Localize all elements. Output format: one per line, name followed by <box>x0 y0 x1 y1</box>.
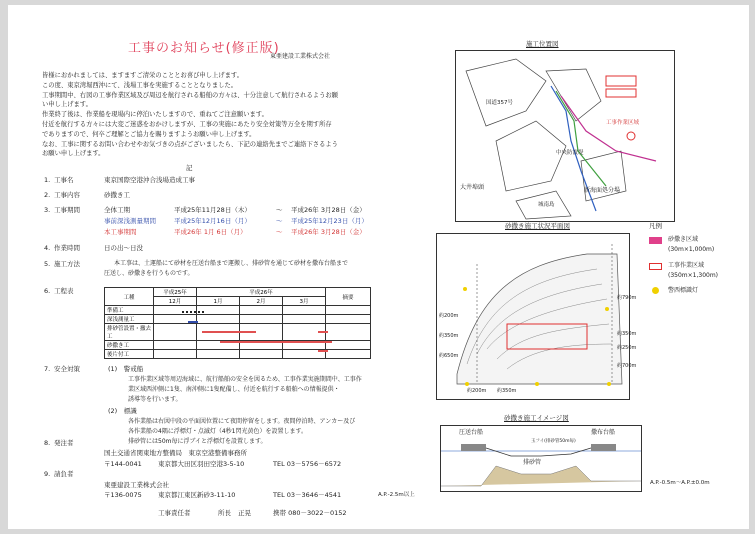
page-title: 工事のお知らせ(修正版) <box>128 41 280 56</box>
section-label: 安全対策 <box>54 365 80 373</box>
intro-text <box>42 71 380 159</box>
legend-sub: (30m×1,000m) <box>668 246 715 253</box>
safety-line: 業区域西沖側に1隻、南沖側に1隻配備し、付近を航行する船舶への情報提供・ <box>128 386 340 393</box>
map-label: 城南島 <box>538 202 555 208</box>
legend-marker-yellow <box>652 287 659 294</box>
schedule-month: 1月 <box>197 297 240 306</box>
ki-heading: 記 <box>186 164 193 172</box>
legend-label: 砂撒き区域 <box>668 236 699 243</box>
map-label: 新海面処分場 <box>584 187 621 194</box>
period-from: 平成25年12月16日（月） <box>174 217 251 225</box>
section-value: 日の出～日没 <box>104 244 143 252</box>
intro-line: 工事期間中、右図の工事作業区域及び周辺を航行される船舶の方々は、十分注意して航行されるようお願 <box>42 91 338 99</box>
period-from: 平成26年 1月 6日（月） <box>174 228 247 236</box>
manager-mobile: 携帯 080－3022－0152 <box>273 509 347 517</box>
schedule-bar <box>202 331 256 333</box>
schedule-row: 砂撒き工 <box>105 341 154 350</box>
section-value: 砂撒き工 <box>104 191 130 199</box>
manager-name: 正晃 <box>238 509 251 517</box>
location-map <box>455 50 675 222</box>
contractor-tel: TEL 03－3646－4541 <box>273 491 342 499</box>
plan-dimension: 約200m <box>467 388 487 394</box>
schedule-year: 平成25年 <box>154 288 197 297</box>
image-label: 玉フイ(排砂管50m毎) <box>531 439 576 444</box>
section-number: 8. <box>44 439 51 447</box>
location-map-drawing <box>456 51 674 221</box>
plan-dimension: 約200m <box>439 313 459 319</box>
contractor-address: 東京都江東区新砂3-11-10 <box>158 491 236 499</box>
section-number: 3. <box>44 206 51 214</box>
map-title: 施工位置図 <box>526 40 559 48</box>
period-name: 全体工期 <box>104 206 130 214</box>
legend-label: 警西標識灯 <box>668 287 699 294</box>
period-to: 平成26年 3月28日（金） <box>291 206 366 214</box>
schedule-table <box>104 287 371 359</box>
section-number: 9. <box>44 470 51 478</box>
section-label: 工事名 <box>54 176 74 184</box>
plan-dimension: 約350m <box>439 333 459 339</box>
schedule-header: 工種 <box>105 288 154 306</box>
image-label: 撒布台船 <box>591 429 616 436</box>
section-label: 工事内容 <box>54 191 80 199</box>
manager-label: 工事責任者 <box>158 509 191 517</box>
map-label: 中央防波堤 <box>556 150 584 156</box>
section-number: 1. <box>44 176 51 184</box>
schedule-bar <box>220 341 332 343</box>
legend-title: 凡例 <box>649 222 662 230</box>
schedule-bar <box>188 321 198 323</box>
period-to: 平成26年 3月28日（金） <box>291 228 366 236</box>
plan-dimension: 約350m <box>497 388 517 394</box>
legend-sub: (350m×1,300m) <box>668 272 719 279</box>
safety-line: 各作業船の4隅に浮標灯・点滅灯（4秒1閃光黄色）を設置します。 <box>128 428 307 435</box>
period-sep: ～ <box>276 217 283 225</box>
image-label: 排砂管 <box>523 459 542 466</box>
method-line: 本工事は、土運船にて砂材を圧送台船まで運搬し、排砂管を通じて砂材を撒布台船まで <box>114 260 349 267</box>
intro-line: 付近を航行する方々には大変ご迷惑をおかけしますが、工事の実施にあたり安全対策等万全を期す所存 <box>42 120 332 128</box>
section-label: 請負者 <box>54 470 74 478</box>
map-label: 大井埠頭 <box>460 184 485 191</box>
schedule-bar <box>318 331 328 333</box>
plan-dimension: 約650m <box>439 353 459 359</box>
intro-line: でありますので、何卒ご理解とご協力を賜りますようお願い申し上げます。 <box>42 130 256 138</box>
schedule-month: 2月 <box>240 297 283 306</box>
section-label: 発注者 <box>54 439 74 447</box>
image-label: 圧送台船 <box>459 429 484 436</box>
ap-label-left: A.P.-2.5m以上 <box>378 492 415 498</box>
legend-label: 工事作業区域 <box>668 262 705 269</box>
image-title: 砂撒き施工イメージ図 <box>504 414 569 422</box>
plan-view-drawing <box>437 234 629 399</box>
legend-swatch-red <box>649 263 662 270</box>
safety-line: 誘導等を行います。 <box>128 396 182 403</box>
safety-sub: (2) 標識 <box>108 407 137 415</box>
schedule-row: 準備工 <box>105 306 154 315</box>
map-label: 工事作業区域 <box>606 120 640 126</box>
schedule-row: 後片付工 <box>105 350 154 359</box>
orderer-org: 国土交通省関東地方整備局 東京空港整備事務所 <box>104 449 247 457</box>
ap-label-right: A.P.-0.5m～A.P.±0.0m <box>650 480 710 486</box>
plan-dimension: 約250m <box>617 345 637 351</box>
plan-dimension: 約790m <box>617 295 637 301</box>
period-from: 平成25年11月28日（木） <box>174 206 251 214</box>
section-number: 4. <box>44 244 51 252</box>
intro-line: 皆様におかれましては、ますますご清栄のこととお喜び申し上げます。 <box>42 72 243 79</box>
contractor-org: 東亜建設工業株式会社 <box>104 481 169 489</box>
contractor-zip: 〒136-0075 <box>104 491 142 499</box>
section-number: 2. <box>44 191 51 199</box>
period-sep: ～ <box>276 206 283 214</box>
notice-sheet <box>8 5 749 529</box>
section-value: 東京国際空港沖合浅場造成工事 <box>104 176 195 184</box>
period-sep: ～ <box>276 228 283 236</box>
intro-line: お願い申し上げます。 <box>42 150 105 158</box>
intro-line: この度、東京湾堀西沖にて、浅場工事を実施することとなりました。 <box>42 81 238 89</box>
section-number: 5. <box>44 260 51 268</box>
section-label: 工事期間 <box>54 206 80 214</box>
image-diagram <box>440 425 642 492</box>
intro-line: なお、工事に関するお問い合わせやお気づきの点がございましたら、下記の連絡先までご連絡下さるよう <box>42 140 338 148</box>
schedule-row: 排砂管設置・撤去工 <box>105 324 154 341</box>
period-to: 平成25年12月23日（月） <box>291 217 368 225</box>
manager-role: 所長 <box>218 509 231 517</box>
method-line: 圧送し、砂撒きを行うものです。 <box>104 270 194 277</box>
period-name: 本工事期間 <box>104 228 137 236</box>
section-label: 工程表 <box>54 287 74 295</box>
schedule-header: 摘要 <box>326 288 371 306</box>
plan-view <box>436 233 637 400</box>
section-number: 7. <box>44 365 51 373</box>
plan-dimension: 約350m <box>617 331 637 337</box>
schedule-year: 平成26年 <box>197 288 326 297</box>
schedule-month: 3月 <box>283 297 326 306</box>
map-label: 国道357号 <box>486 100 513 106</box>
safety-line: 各作業船は右図中段の平面図位置にて夜間停留をします。夜間停泊時、アンカー及び <box>128 418 356 425</box>
plan-title: 砂撒き施工状況平面図 <box>505 222 570 230</box>
safety-sub: (1) 警戒船 <box>108 365 144 373</box>
intro-line: 作業終了後は、作業船を現場内に停泊いたしますので、重ねてご注意願います。 <box>42 111 268 119</box>
section-label: 作業時間 <box>54 244 80 252</box>
orderer-address: 東京都大田区羽田空港3-5-10 <box>158 460 245 468</box>
plan-dimension: 約700m <box>617 363 637 369</box>
section-number: 6. <box>44 287 51 295</box>
safety-line: 排砂管には50m毎に浮ブイと浮標灯を設置します。 <box>128 438 267 445</box>
schedule-bar <box>182 311 204 313</box>
schedule-month: 12月 <box>154 297 197 306</box>
company-name: 東亜建設工業株式会社 <box>270 53 331 60</box>
intro-line: い申し上げます。 <box>42 101 92 109</box>
schedule-row: 深浅測量工 <box>105 315 154 324</box>
period-name: 事前深浅測量期間 <box>104 217 156 225</box>
section-label: 施工方法 <box>54 260 80 268</box>
safety-line: 工事作業区域等周辺海域に、航行船舶の安全を図るため、工事作業実施期間中、工事作 <box>128 376 362 383</box>
orderer-tel: TEL 03－5756－6572 <box>273 460 342 468</box>
schedule-bar <box>318 350 328 352</box>
orderer-zip: 〒144-0041 <box>104 460 142 468</box>
legend-swatch-pink <box>649 237 662 244</box>
